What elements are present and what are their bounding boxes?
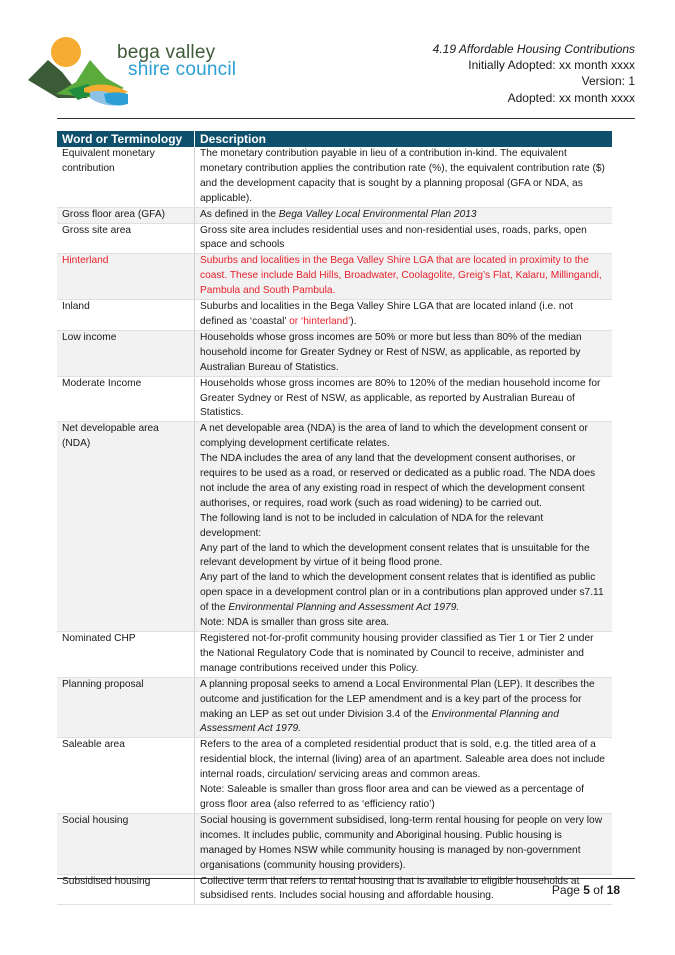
description-paragraph: The NDA includes the area of any land that the development consent authorises, or requires to be used as a road, or reserved or dedicated as a public road. The NDA does not include the area of any existing road in respect of which the development consent authorises, or requires, road work (such as road widening) to be carried out.: [200, 453, 596, 509]
term-cell: Gross floor area (GFA): [57, 207, 195, 223]
description-cell: Registered not-for-profit community housing provider classified as Tier 1 or Tier 2 under the National Regulatory Code that is nominated by Council to receive, administer and manage contributions received under this Policy.: [195, 632, 613, 678]
description-note: Note: Saleable is smaller than gross floor area and can be viewed as a percentage of gross floor area (also referred to as ‘efficiency ratio’): [200, 784, 584, 810]
document-header-info: [433, 41, 635, 106]
adopted-date: Adopted: xx month xxxx: [507, 90, 635, 105]
term-cell: Moderate Income: [57, 376, 195, 422]
term-cell: Planning proposal: [57, 677, 195, 738]
description-text: Suburbs and localities in the Bega Valley Shire LGA that are located inland (i.e. not defined as ‘coastal’: [200, 301, 574, 327]
term-cell: Inland: [57, 300, 195, 331]
description-paragraph: [200, 571, 607, 616]
description-paragraph: The following land is not to be included in calculation of NDA for the relevant development:: [200, 512, 544, 539]
description-note: Note: NDA is smaller than gross site area.: [200, 617, 390, 629]
footer-divider: [57, 878, 635, 879]
term-cell: Saleable area: [57, 738, 195, 814]
logo-text-line2: shire council: [128, 59, 237, 80]
logo-text-line1: bega valley: [117, 42, 216, 63]
total-pages: 18: [606, 883, 620, 897]
description-text: Any part of the land to which the development consent relates that is identified as public open space in a development control plan or in a contributions plan approved under s7.11 of the: [200, 572, 604, 614]
term-cell: Hinterland: [57, 254, 195, 300]
description-cell: Suburbs and localities in the Bega Valley Shire LGA that are located in proximity to the coast. These include Bald Hills, Broadwater, Coolagolite, Greig’s Flat, Kalaru, Millingandi, Pambula and South Pambula.: [195, 254, 613, 300]
council-logo: [28, 32, 258, 108]
bega-valley-logo-icon: [28, 32, 128, 108]
act-reference: Environmental Planning and Assessment Act 1979.: [200, 708, 559, 735]
page-number: [552, 883, 620, 897]
term-cell: Nominated CHP: [57, 632, 195, 678]
description-text: As defined in the: [200, 208, 279, 220]
description-cell: Households whose gross incomes are 50% or more but less than 80% of the median household income for Greater Sydney or Rest of NSW, as applicable, as reported by Australian Bureau of Statistics.: [195, 330, 613, 376]
term-cell: Subsidised housing: [57, 874, 195, 905]
description-cell: Social housing is government subsidised, long-term rental housing for people on very low incomes. It includes public, community and Aboriginal housing. Public housing is managed by Homes NSW while community housing is managed by non-government organisations (community housing providers).: [195, 813, 613, 874]
table-row: [57, 223, 612, 254]
version-label: Version: 1: [581, 74, 635, 89]
description-cell: [195, 677, 613, 738]
table-header-row: [57, 131, 612, 147]
table-row: [57, 813, 612, 874]
description-text: A planning proposal seeks to amend a Local Environmental Plan (LEP). It describes the outcome and justification for the LEP amendment and is a key part of the process for making an LEP as set out under Division 3.4 of the: [200, 678, 595, 720]
description-cell: Gross site area includes residential uses and non-residential uses, roads, parks, open space and schools: [195, 223, 613, 254]
description-paragraph: Any part of the land to which the development consent relates that is unsuitable for the relevant development by virtue of it being flood prone.: [200, 542, 590, 569]
table-row: [57, 147, 612, 207]
term-cell: Gross site area: [57, 223, 195, 254]
column-header-term: Word or Terminology: [57, 131, 195, 147]
table-row: [57, 207, 612, 223]
table-row-highlighted: [57, 254, 612, 300]
description-cell: Collective term that refers to rental housing that is available to eligible households at subsidised rents. Includes social housing and affordable housing.: [195, 874, 613, 905]
act-reference: Environmental Planning and Assessment Act 1979.: [228, 602, 460, 614]
lep-reference: Bega Valley Local Environmental Plan 2013: [278, 208, 477, 220]
tracked-change-text: or ‘hinterland’: [286, 315, 351, 327]
definitions-table: [57, 131, 612, 905]
table-row: [57, 677, 612, 738]
term-cell: Net developable area (NDA): [57, 422, 195, 632]
description-cell: [195, 207, 613, 223]
document-title: 4.19 Affordable Housing Contributions: [432, 42, 635, 56]
description-cell: [195, 738, 613, 814]
page-of-label: of: [589, 883, 607, 897]
description-cell: [195, 300, 613, 331]
description-text: ).: [350, 315, 357, 327]
initially-adopted-date: Initially Adopted: xx month xxxx: [468, 58, 635, 73]
header-divider: [57, 118, 635, 119]
table-row: [57, 738, 612, 814]
page-label: Page: [551, 883, 584, 897]
column-header-description: Description: [195, 131, 613, 147]
term-cell: Equivalent monetary contribution: [57, 147, 195, 207]
description-paragraph: A net developable area (NDA) is the area of land to which the development consent or complying development certificate relates.: [200, 423, 588, 450]
term-cell: Low income: [57, 330, 195, 376]
description-cell: The monetary contribution payable in lieu of a contribution in-kind. The equivalent monetary contribution applies the contribution rate (%), the equivalent contribution rate ($) and the development capacity that is sought by a planning proposal (GFA or NDA, as applicable).: [195, 147, 613, 207]
description-cell: [195, 422, 613, 632]
table-row: [57, 300, 612, 331]
table-row: [57, 422, 612, 632]
description-cell: Households whose gross incomes are 80% to 120% of the median household income for Greater Sydney or Rest of NSW, as applicable, as reported by Australian Bureau of Statistics.: [195, 376, 613, 422]
description-paragraph: Refers to the area of a completed residential product that is sold, e.g. the titled area of a residential block, the internal (living) area of an apartment. Saleable area does not include internal roads, circulation/ servicing areas and common areas.: [200, 739, 605, 781]
table-row: [57, 632, 612, 678]
table-row: [57, 376, 612, 422]
current-page: 5: [583, 883, 590, 897]
term-cell: Social housing: [57, 813, 195, 874]
table-row: [57, 330, 612, 376]
